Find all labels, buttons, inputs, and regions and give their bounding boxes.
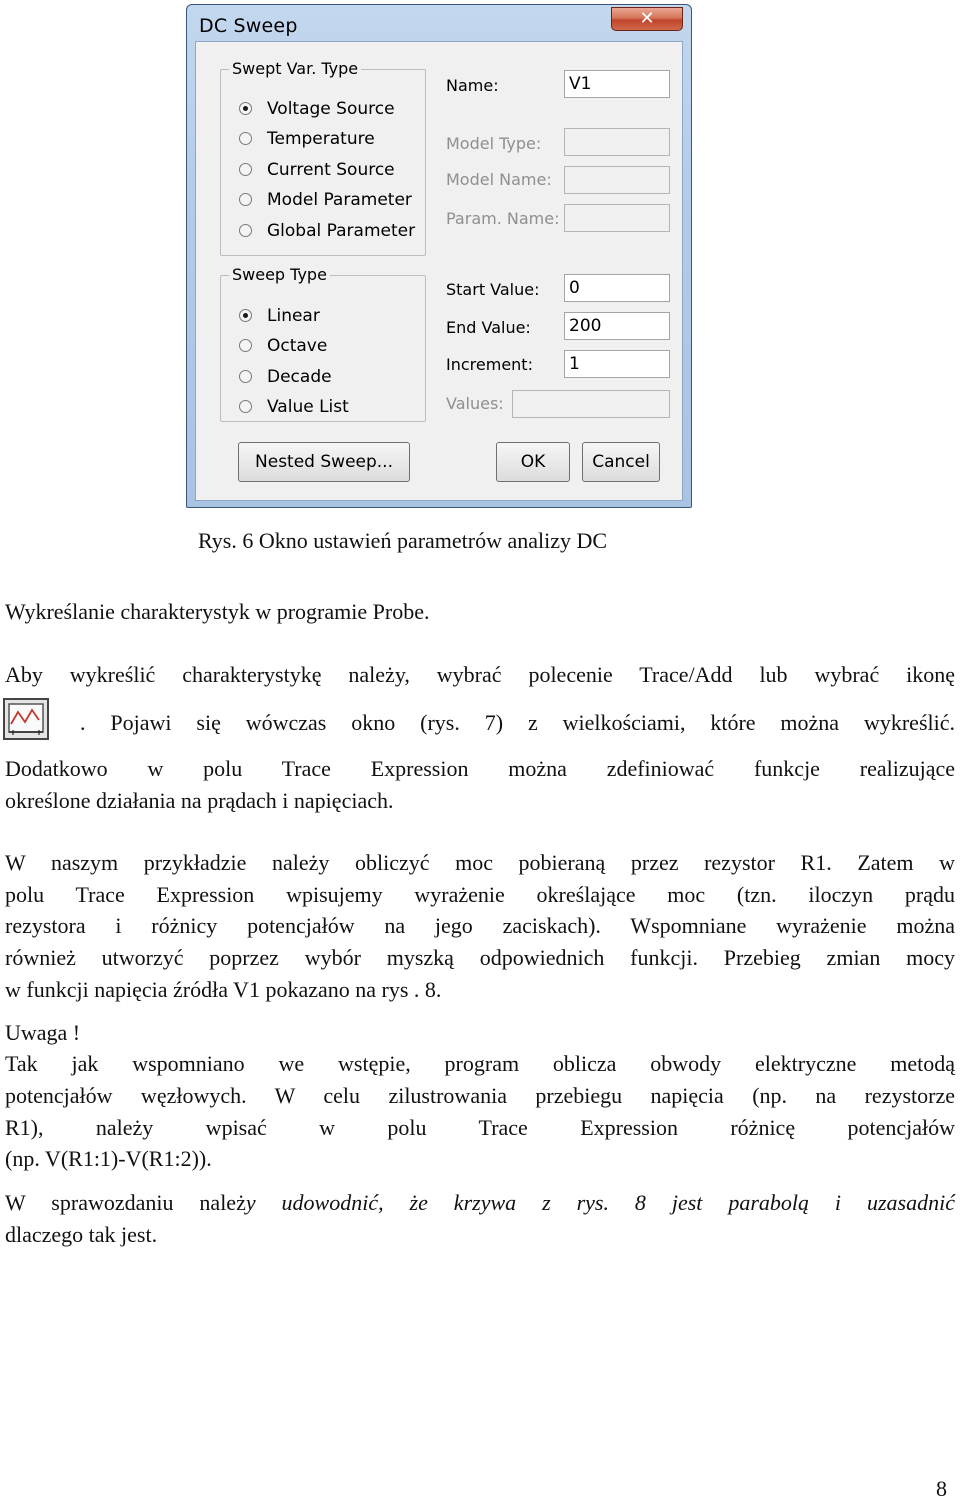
- radio-icon: [239, 163, 252, 176]
- nested-sweep-button[interactable]: Nested Sweep...: [238, 442, 410, 482]
- radio-label: Octave: [267, 336, 328, 356]
- paragraph-line: określone działania na prądach i napięciach.: [5, 788, 394, 813]
- increment-field[interactable]: 1: [564, 350, 670, 378]
- radio-icon: [239, 193, 252, 206]
- values-label: Values:: [446, 394, 504, 413]
- paragraph-line: polu Trace Expression wpisujemy wyrażenie określające moc (tzn. iloczyn prądu: [5, 882, 955, 907]
- radio-label: Decade: [267, 367, 332, 387]
- radio-icon: [239, 339, 252, 352]
- param-name-label: Param. Name:: [446, 209, 560, 228]
- model-name-field: [564, 166, 670, 194]
- start-value-label: Start Value:: [446, 280, 540, 299]
- trace-add-icon: [3, 698, 49, 740]
- paragraph-line: (np. V(R1:1)-V(R1:2)).: [5, 1146, 212, 1171]
- radio-label: Model Parameter: [267, 190, 412, 210]
- dialog-title: DC Sweep: [199, 15, 298, 37]
- paragraph-line: Tak jak wspomniano we wstępie, program oblicza obwody elektryczne metodą: [5, 1051, 955, 1076]
- swept-var-type-group: [220, 60, 426, 256]
- figure-caption: Rys. 6 Okno ustawień parametrów analizy DC: [198, 528, 608, 553]
- param-name-field: [564, 204, 670, 232]
- model-name-label: Model Name:: [446, 170, 552, 189]
- paragraph-line: dlaczego tak jest.: [5, 1222, 158, 1247]
- radio-selected-icon: [239, 102, 252, 115]
- paragraph-line: R1), należy wpisać w polu Trace Expression różnicę potencjałów: [5, 1115, 955, 1140]
- start-value-field[interactable]: 0: [564, 274, 670, 302]
- swept-var-type-legend: Swept Var. Type: [232, 59, 359, 78]
- radio-label: Current Source: [267, 160, 395, 180]
- radio-selected-icon: [239, 309, 252, 322]
- close-button[interactable]: ✕: [611, 7, 683, 31]
- values-field: [512, 390, 670, 418]
- paragraph-line: W naszym przykładzie należy obliczyć moc pobieraną przez rezystor R1. Zatem w: [5, 850, 955, 875]
- radio-icon: [239, 370, 252, 383]
- page-number: 8: [936, 1476, 947, 1501]
- radio-icon: [239, 400, 252, 413]
- radio-icon: [239, 224, 252, 237]
- end-value-field[interactable]: 200: [564, 312, 670, 340]
- sweep-type-group: [220, 266, 426, 422]
- ok-button[interactable]: OK: [496, 442, 570, 482]
- model-type-field: [564, 128, 670, 156]
- trace-graph-icon: [5, 700, 47, 738]
- name-label: Name:: [446, 76, 499, 95]
- paragraph-line: potencjałów węzłowych. W celu zilustrowania przebiegu napięcia (np. na rezystorze: [5, 1083, 955, 1108]
- radio-label: Voltage Source: [267, 99, 395, 119]
- cancel-button[interactable]: Cancel: [582, 442, 660, 482]
- italic-text-span: y udowodnić, że krzywa z rys. 8 jest parabolą i uzasadnić: [245, 1190, 955, 1215]
- end-value-label: End Value:: [446, 318, 531, 337]
- radio-label: Global Parameter: [267, 221, 416, 241]
- text-span: Dodatkowo w polu Trace Expression można zdefiniować funkcje realizujące: [5, 756, 955, 781]
- paragraph-line: również utworzyć poprzez wybór myszką odpowiednich funkcji. Przebieg zmian mocy: [5, 945, 955, 970]
- dialog-body: [195, 41, 683, 501]
- paragraph-line: Aby wykreślić charakterystykę należy, wybrać polecenie Trace/Add lub wybrać ikonę: [5, 662, 955, 687]
- radio-label: Temperature: [267, 129, 375, 149]
- title-bar[interactable]: [187, 5, 691, 41]
- dc-sweep-dialog: [186, 4, 692, 508]
- increment-label: Increment:: [446, 355, 533, 374]
- radio-icon: [239, 132, 252, 145]
- paragraph-line: [5, 1190, 955, 1216]
- paragraph-line: w funkcji napięcia źródła V1 pokazano na rys . 8.: [5, 977, 442, 1002]
- paragraph-line: . Pojawi się wówczas okno (rys. 7) z wielkościami, które można wykreślić.: [80, 710, 955, 735]
- model-type-label: Model Type:: [446, 134, 542, 153]
- radio-label: Linear: [267, 306, 320, 326]
- radio-label: Value List: [267, 397, 349, 417]
- text-span: W sprawozdaniu należ: [5, 1190, 246, 1215]
- sweep-type-legend: Sweep Type: [232, 265, 327, 284]
- paragraph-line: rezystora i różnicy potencjałów na jego zaciskach). Wspomniane wyrażenie można: [5, 913, 955, 938]
- paragraph-line: [5, 756, 955, 782]
- note-heading: Uwaga !: [5, 1020, 81, 1045]
- name-field[interactable]: V1: [564, 70, 670, 98]
- section-heading: Wykreślanie charakterystyk w programie Probe.: [5, 599, 430, 624]
